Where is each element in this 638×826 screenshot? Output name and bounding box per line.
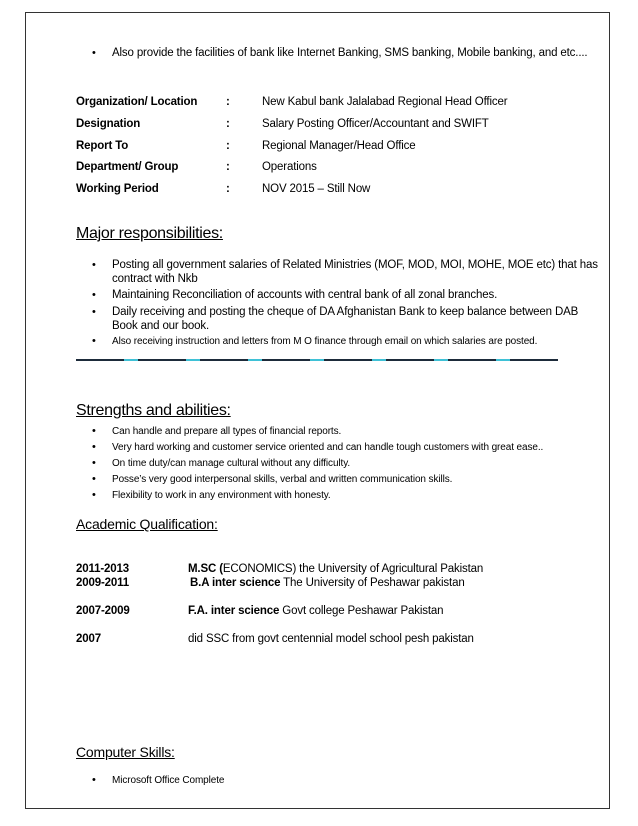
bullet-icon: • — [92, 774, 96, 786]
bullet-icon: • — [92, 425, 96, 437]
job-label-working-period: Working Period — [76, 183, 159, 195]
responsibility-item-continued: contract with Nkb — [112, 273, 198, 285]
strengths-heading: Strengths and abilities: — [76, 402, 231, 419]
responsibility-item: Posting all government salaries of Related Ministries (MOF, MOD, MOI, MOHE, MOE etc) that has — [112, 259, 598, 271]
academic-detail: did SSC from govt centennial model school pesh pakistan — [188, 633, 474, 645]
academic-entry — [188, 604, 443, 619]
responsibility-item-continued: Book and our book. — [112, 320, 210, 332]
bullet-icon: • — [92, 441, 96, 453]
job-value-organization: New Kabul bank Jalalabad Regional Head Officer — [262, 96, 508, 108]
job-sep: : — [226, 161, 230, 173]
strength-item: Posse’s very good interpersonal skills, verbal and written communication skills. — [112, 474, 453, 485]
responsibility-item: Maintaining Reconciliation of accounts with central bank of all zonal branches. — [112, 289, 498, 301]
intro-bullet-text: Also provide the facilities of bank like Internet Banking, SMS banking, Mobile banking, and etc.... — [112, 47, 588, 59]
bullet-icon: • — [92, 289, 96, 301]
academic-degree: F.A. inter science — [188, 605, 280, 617]
job-label-report-to: Report To — [76, 140, 129, 152]
responsibility-item: Also receiving instruction and letters from M O finance through email on which salaries are posted. — [112, 336, 538, 347]
academic-entry — [188, 562, 483, 577]
strength-item: Very hard working and customer service oriented and can handle tough customers with great ease.. — [112, 442, 544, 453]
bullet-icon: • — [92, 259, 96, 271]
bullet-icon: • — [92, 473, 96, 485]
responsibilities-heading: Major responsibilities: — [76, 225, 223, 242]
academic-entry — [188, 632, 474, 647]
strength-item: On time duty/can manage cultural without any difficulty. — [112, 458, 351, 469]
job-value-report-to: Regional Manager/Head Office — [262, 140, 416, 152]
section-divider — [76, 359, 558, 361]
job-value-designation: Salary Posting Officer/Accountant and SWIFT — [262, 118, 489, 130]
job-value-working-period: NOV 2015 – Still Now — [262, 183, 371, 195]
academic-degree: M.SC ( — [188, 563, 223, 575]
job-sep: : — [226, 140, 230, 152]
job-label-organization: Organization/ Location — [76, 96, 198, 108]
computer-skills-heading: Computer Skills: — [76, 744, 175, 760]
academic-detail: The University of Peshawar pakistan — [280, 577, 465, 589]
strength-item: Can handle and prepare all types of financial reports. — [112, 426, 342, 437]
academic-years: 2009-2011 — [76, 577, 130, 589]
academic-years: 2007-2009 — [76, 605, 130, 617]
responsibility-item: Daily receiving and posting the cheque of DA Afghanistan Bank to keep balance between DAB — [112, 306, 579, 318]
academic-detail: Govt college Peshawar Pakistan — [279, 605, 444, 617]
bullet-icon: • — [92, 489, 96, 501]
job-sep: : — [226, 118, 230, 130]
job-label-department: Department/ Group — [76, 161, 179, 173]
job-sep: : — [226, 183, 230, 195]
academic-years: 2011-2013 — [76, 563, 130, 575]
strength-item: Flexibility to work in any environment with honesty. — [112, 490, 331, 501]
academic-detail: ECONOMICS) the University of Agricultural Pakistan — [222, 563, 484, 575]
computer-skill-item: Microsoft Office Complete — [112, 775, 225, 786]
academic-entry — [190, 576, 465, 591]
academic-years: 2007 — [76, 633, 101, 645]
job-sep: : — [226, 96, 230, 108]
job-label-designation: Designation — [76, 118, 141, 130]
academic-degree: B.A inter science — [190, 577, 281, 589]
bullet-icon: • — [92, 335, 96, 347]
bullet-icon: • — [92, 47, 96, 59]
academic-heading: Academic Qualification: — [76, 516, 218, 532]
job-value-department: Operations — [262, 161, 317, 173]
bullet-icon: • — [92, 306, 96, 318]
bullet-icon: • — [92, 457, 96, 469]
